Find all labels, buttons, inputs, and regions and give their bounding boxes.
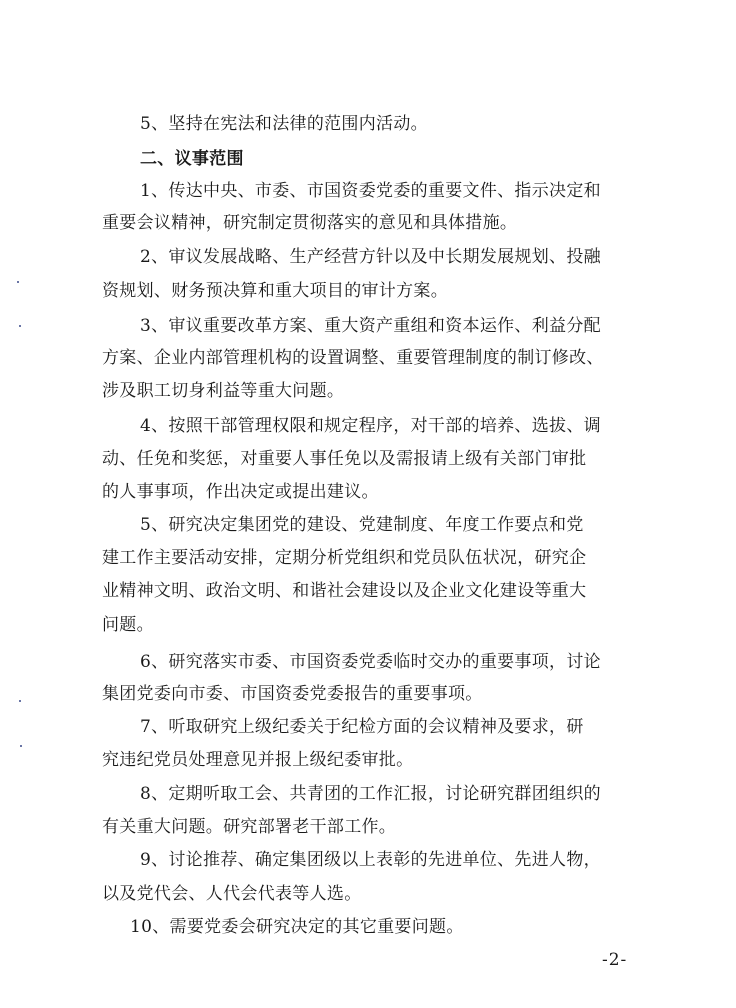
paragraph-10-line-1: 10、需要党委会研究决定的其它重要问题。 bbox=[130, 917, 464, 937]
paragraph-3-line-1: 3、审议重要改革方案、重大资产重组和资本运作、利益分配 bbox=[140, 316, 601, 336]
paragraph-8-line-2: 有关重大问题。研究部署老干部工作。 bbox=[102, 817, 397, 837]
scan-speck bbox=[19, 325, 21, 327]
paragraph-5-line-4: 问题。 bbox=[102, 615, 154, 635]
scan-speck bbox=[17, 281, 19, 283]
page-number: -2- bbox=[602, 950, 628, 970]
paragraph-4-line-3: 的人事事项，作出决定或提出建议。 bbox=[102, 482, 379, 502]
section-heading-scope: 二、议事范围 bbox=[140, 149, 244, 169]
paragraph-8-line-1: 8、定期听取工会、共青团的工作汇报，讨论研究群团组织的 bbox=[140, 784, 601, 804]
paragraph-3-line-3: 涉及职工切身利益等重大问题。 bbox=[102, 381, 345, 401]
paragraph-1-line-2: 重要会议精神，研究制定贯彻落实的意见和具体措施。 bbox=[102, 213, 518, 233]
paragraph-5-line-3: 业精神文明、政治文明、和谐社会建设以及企业文化建设等重大 bbox=[102, 581, 587, 601]
paragraph-4-line-2: 动、任免和奖惩，对重要人事任免以及需报请上级有关部门审批 bbox=[102, 449, 587, 469]
paragraph-9-line-2: 以及党代会、人代会代表等人选。 bbox=[102, 884, 362, 904]
paragraph-item-5-activity: 5、坚持在宪法和法律的范围内活动。 bbox=[140, 114, 428, 134]
paragraph-1-line-1: 1、传达中央、市委、市国资委党委的重要文件、指示决定和 bbox=[140, 181, 601, 201]
scan-speck bbox=[19, 700, 21, 702]
paragraph-9-line-1: 9、讨论推荐、确定集团级以上表彰的先进单位、先进人物， bbox=[140, 850, 601, 870]
paragraph-2-line-1: 2、审议发展战略、生产经营方针以及中长期发展规划、投融 bbox=[140, 247, 601, 267]
paragraph-7-line-2: 究违纪党员处理意见并报上级纪委审批。 bbox=[102, 750, 414, 770]
paragraph-5-line-2: 建工作主要活动安排，定期分析党组织和党员队伍状况，研究企 bbox=[102, 548, 587, 568]
paragraph-6-line-1: 6、研究落实市委、市国资委党委临时交办的重要事项，讨论 bbox=[140, 652, 601, 672]
paragraph-2-line-2: 资规划、财务预决算和重大项目的审计方案。 bbox=[102, 281, 448, 301]
paragraph-4-line-1: 4、按照干部管理权限和规定程序，对干部的培养、选拔、调 bbox=[140, 416, 601, 436]
paragraph-3-line-2: 方案、企业内部管理机构的设置调整、重要管理制度的制订修改、 bbox=[102, 348, 604, 368]
paragraph-6-line-2: 集团党委向市委、市国资委党委报告的重要事项。 bbox=[102, 684, 483, 704]
scan-speck bbox=[20, 745, 22, 747]
paragraph-5-line-1: 5、研究决定集团党的建设、党建制度、年度工作要点和党 bbox=[140, 515, 584, 535]
paragraph-7-line-1: 7、听取研究上级纪委关于纪检方面的会议精神及要求，研 bbox=[140, 717, 584, 737]
